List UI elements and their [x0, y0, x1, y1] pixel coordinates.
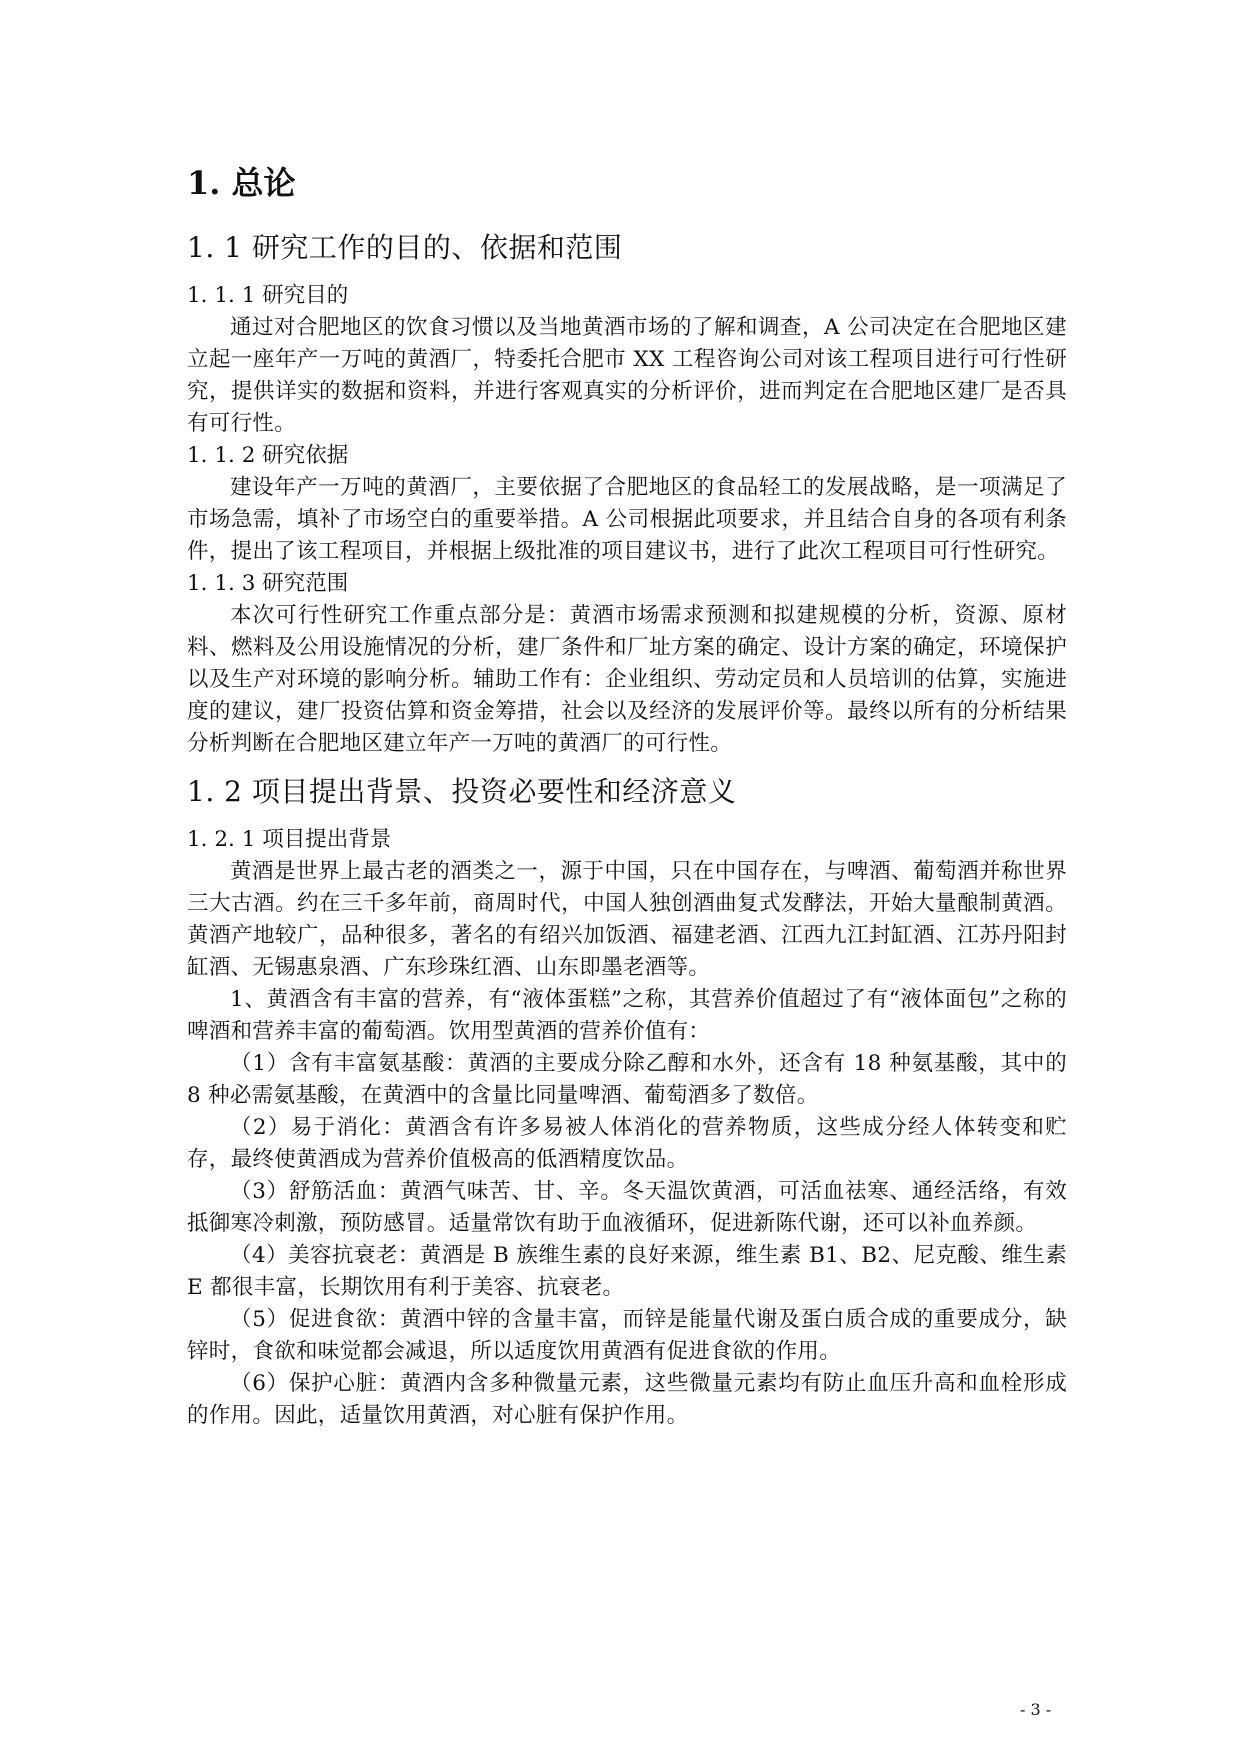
paragraph-blood-circulation: （3）舒筋活血：黄酒气味苦、甘、辛。冬天温饮黄酒，可活血祛寒、通经活络，有效抵御寒冷刺激，预防感冒。适量常饮有助于血液循环，促进新陈代谢，还可以补血养颜。	[187, 1179, 1067, 1236]
page-number: - 3 -	[1020, 1700, 1052, 1719]
subsection-heading-1-1-1: 1. 1. 1 研究目的	[187, 283, 349, 308]
paragraph-heart: （6）保护心脏：黄酒内含多种微量元素，这些微量元素均有防止血压升高和血栓形成的作用。因此，适量饮用黄酒，对心脏有保护作用。	[187, 1371, 1067, 1428]
section-heading-1-2: 1. 2 项目提出背景、投资必要性和经济意义	[187, 775, 737, 808]
subsection-heading-1-1-2: 1. 1. 2 研究依据	[187, 443, 349, 468]
paragraph-nutrition-intro: 1、黄酒含有丰富的营养，有“液体蛋糕”之称，其营养价值超过了有“液体面包”之称的啤酒和营养丰富的葡萄酒。饮用型黄酒的营养价值有：	[187, 987, 1067, 1044]
subsection-heading-1-2-1: 1. 2. 1 项目提出背景	[187, 827, 392, 852]
paragraph-research-basis: 建设年产一万吨的黄酒厂，主要依据了合肥地区的食品轻工的发展战略，是一项满足了市场急需，填补了市场空白的重要举措。A 公司根据此项要求，并且结合自身的各项有利条件，提出了该工程项目，并根据上级批准的项目建议书，进行了此次工程项目可行性研究。	[187, 475, 1067, 564]
paragraph-appetite: （5）促进食欲：黄酒中锌的含量丰富，而锌是能量代谢及蛋白质合成的重要成分，缺锌时，食欲和味觉都会减退，所以适度饮用黄酒有促进食欲的作用。	[187, 1307, 1067, 1364]
paragraph-amino-acids: （1）含有丰富氨基酸：黄酒的主要成分除乙醇和水外，还含有 18 种氨基酸，其中的 8 种必需氨基酸，在黄酒中的含量比同量啤酒、葡萄酒多了数倍。	[187, 1051, 1067, 1108]
paragraph-research-purpose: 通过对合肥地区的饮食习惯以及当地黄酒市场的了解和调查，A 公司决定在合肥地区建立起一座年产一万吨的黄酒厂，特委托合肥市 XX 工程咨询公司对该工程项目进行可行性研究，提供详实的数据和资料，并进行客观真实的分析评价，进而判定在合肥地区建厂是否具有可行性。	[187, 315, 1067, 436]
section-heading-1-1: 1. 1 研究工作的目的、依据和范围	[187, 231, 623, 264]
chapter-title: 1. 总论	[187, 164, 296, 202]
paragraph-anti-aging: （4）美容抗衰老：黄酒是 B 族维生素的良好来源，维生素 B1、B2、尼克酸、维生素 E 都很丰富，长期饮用有利于美容、抗衰老。	[187, 1243, 1067, 1300]
paragraph-research-scope: 本次可行性研究工作重点部分是：黄酒市场需求预测和拟建规模的分析，资源、原材料、燃料及公用设施情况的分析，建厂条件和厂址方案的确定、设计方案的确定，环境保护以及生产对环境的影响分析。辅助工作有：企业组织、劳动定员和人员培训的估算，实施进度的建议，建厂投资估算和资金筹措，社会以及经济的发展评价等。最终以所有的分析结果分析判断在合肥地区建立年产一万吨的黄酒厂的可行性。	[187, 603, 1067, 756]
paragraph-digestion: （2）易于消化：黄酒含有许多易被人体消化的营养物质，这些成分经人体转变和贮存，最终使黄酒成为营养价值极高的低酒精度饮品。	[187, 1115, 1067, 1172]
page-content	[187, 158, 1067, 1432]
subsection-heading-1-1-3: 1. 1. 3 研究范围	[187, 571, 349, 596]
paragraph-background: 黄酒是世界上最古老的酒类之一，源于中国，只在中国存在，与啤酒、葡萄酒并称世界三大古酒。约在三千多年前，商周时代，中国人独创酒曲复式发酵法，开始大量酿制黄酒。黄酒产地较广，品种很多，著名的有绍兴加饭酒、福建老酒、江西九江封缸酒、江苏丹阳封缸酒、无锡惠泉酒、广东珍珠红酒、山东即墨老酒等。	[187, 859, 1067, 980]
